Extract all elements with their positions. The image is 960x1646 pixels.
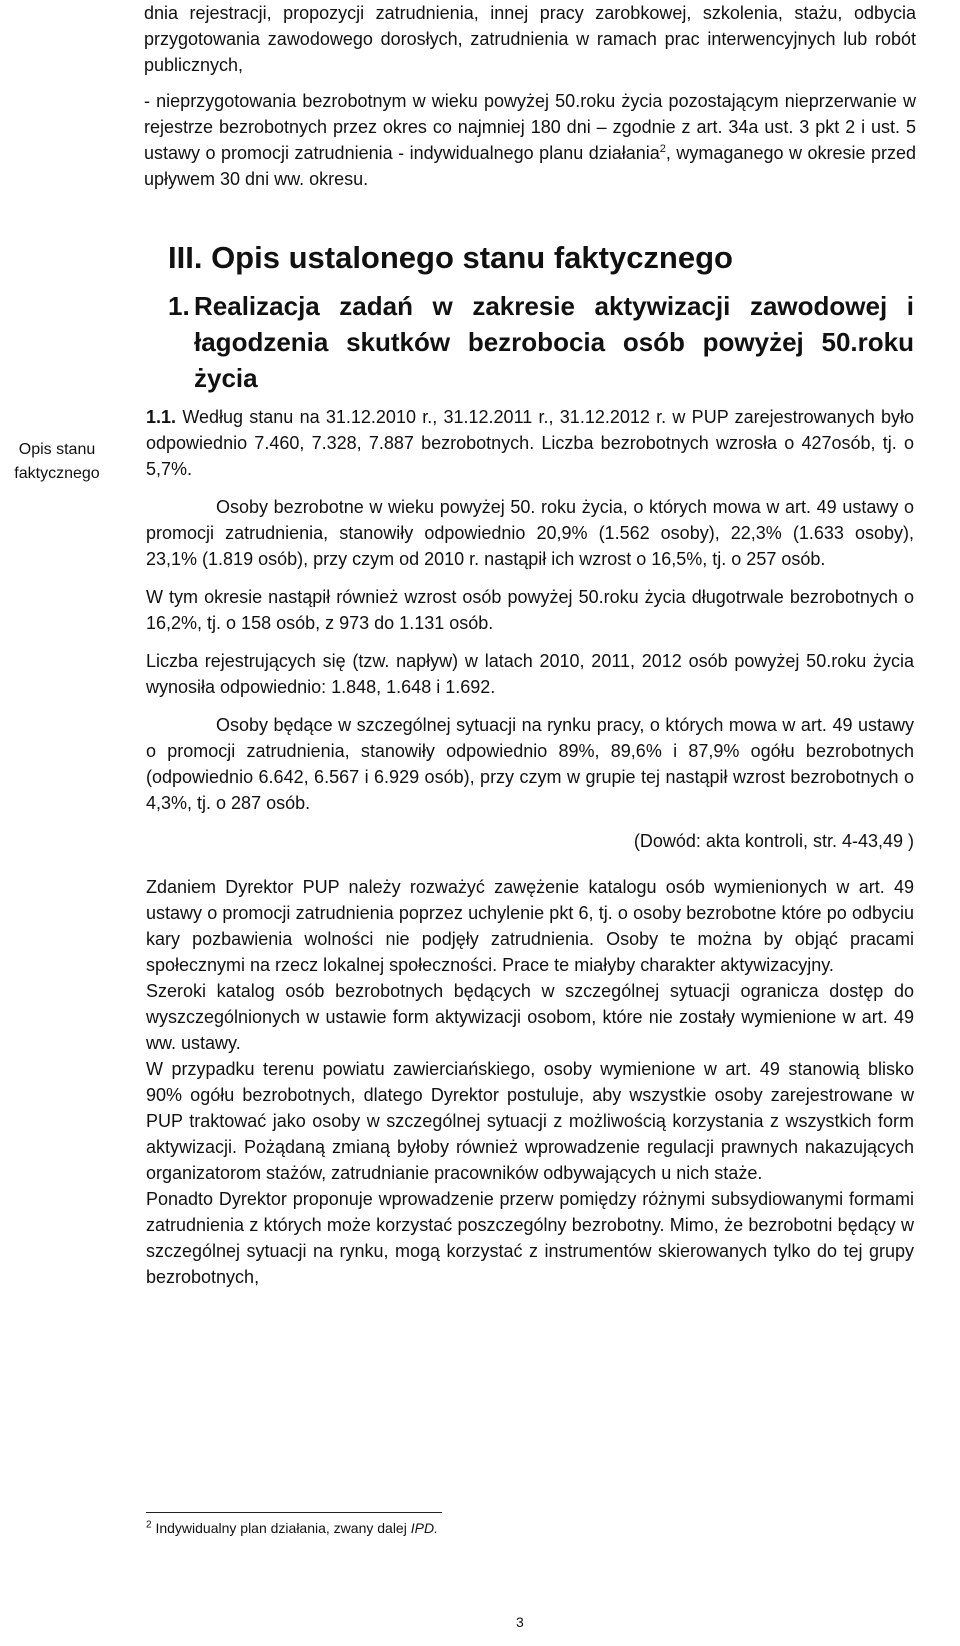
- intro-p2-tail: , wymaganego w okresie przed upływem 30 dni ww. okresu.: [144, 143, 917, 189]
- footnote: [146, 1518, 438, 1538]
- subsection-heading: [168, 288, 914, 396]
- paragraph-1-1-text: Według stanu na 31.12.2010 r., 31.12.2011 r., 31.12.2012 r. w PUP zarejestrowanych było odpowiednio 7.460, 7.328, 7.887 bezrobotnych. Liczba bezrobotnych wzrosła o 427osób, tj. o 5,7%.: [146, 407, 914, 479]
- subsection-number: 1.: [168, 291, 190, 321]
- paragraph-1-1: [146, 404, 914, 482]
- page-number: 3: [516, 1614, 524, 1630]
- section-heading: III. Opis ustalonego stanu faktycznego: [168, 240, 733, 275]
- intro-paragraph-2: [144, 88, 916, 192]
- footnote-text: Indywidualny plan działania, zwany dalej: [155, 1520, 411, 1536]
- paragraph-director-opinion: Zdaniem Dyrektor PUP należy rozważyć zawężenie katalogu osób wymienionych w art. 49 ustawy o promocji zatrudnienia poprzez uchylenie pkt 6, tj. o osoby bezrobotne które po odbyciu kary pozbawienia wolności nie podjęły zatrudnienia. Osoby te można by objąć pracami społecznymi na rzecz lokalnej społeczności. Prace te miałyby charakter aktywizacyjny.: [146, 877, 914, 975]
- margin-label: Opis stanu faktycznego: [14, 441, 100, 482]
- paragraph-broad-catalog: Szeroki katalog osób bezrobotnych będących w szczególnej sytuacji ogranicza dostęp do wyszczególnionych w ustawie form aktywizacji osobom, które nie zostały wymienione w art. 49 ww. ustawy.: [146, 981, 914, 1053]
- paragraph-over-50: Osoby bezrobotne w wieku powyżej 50. roku życia, o których mowa w art. 49 ustawy o promocji zatrudnienia, stanowiły odpowiednio 20,9% (1.562 osoby), 22,3% (1.633 osoby), 23,1% (1.819 osób), przy czym od 2010 r. nastąpił ich wzrost o 16,5%, tj. o 257 osób.: [146, 497, 914, 569]
- paragraph-number: 1.1.: [146, 407, 177, 427]
- intro-p2-text: - nieprzygotowania bezrobotnym w wieku powyżej 50.roku życia pozostającym nieprzerwanie w rejestrze bezrobotnych przez okres co najmniej 180 dni – zgodnie z art. 34a ust. 3 pkt 2 i ust. 5 ustawy o promocji zatrudnienia - indywidualnego planu działania: [144, 91, 916, 163]
- intro-paragraph-1: dnia rejestracji, propozycji zatrudnienia, innej pracy zarobkowej, szkolenia, stażu, odbycia przygotowania zawodowego dorosłych, zatrudnienia w ramach prac interwencyjnych lub robót publicznych,: [144, 3, 916, 75]
- paragraph-long-term: W tym okresie nastąpił również wzrost osób powyżej 50.roku życia długotrwale bezrobotnych o 16,2%, tj. o 158 osób, z 973 do 1.131 osób.: [146, 587, 914, 633]
- footnote-abbreviation: IPD.: [410, 1520, 438, 1536]
- evidence-reference: (Dowód: akta kontroli, str. 4-43,49 ): [633, 831, 914, 851]
- paragraph-inflow: Liczba rejestrujących się (tzw. napływ) w latach 2010, 2011, 2012 osób powyżej 50.roku życia wynosiła odpowiednio: 1.848, 1.648 i 1.692.: [146, 651, 914, 697]
- paragraph-breaks-proposal: Ponadto Dyrektor proponuje wprowadzenie przerw pomiędzy różnymi subsydiowanymi formami zatrudnienia z których może korzystać poszczególny bezrobotny. Mimo, że bezrobotni będący w szczególnej sytuacji na rynku, mogą korzystać z instrumentów skierowanych tylko do tej grupy bezrobotnych,: [146, 1189, 914, 1287]
- subsection-title: Realizacja zadań w zakresie aktywizacji zawodowej i łagodzenia skutków bezrobocia osób powyżej 50.roku życia: [194, 291, 914, 393]
- paragraph-zawiercie: W przypadku terenu powiatu zawierciańskiego, osoby wymienione w art. 49 stanowią blisko 90% ogółu bezrobotnych, dlatego Dyrektor postuluje, aby wszystkie osoby zarejestrowane w PUP traktować jako osoby w szczególnej sytuacji z możliwością korzystania z wszystkich form aktywizacji. Pożądaną zmianą byłoby również wprowadzenie regulacji prawnych nakazujących organizatorom stażów, zatrudnianie pracowników odbywających u nich staże.: [146, 1059, 914, 1183]
- main-content: [146, 238, 914, 1290]
- footnote-reference[interactable]: 2: [659, 143, 666, 155]
- intro-text: [144, 0, 916, 192]
- paragraph-special-situation: Osoby będące w szczególnej sytuacji na rynku pracy, o których mowa w art. 49 ustawy o promocji zatrudnienia, stanowiły odpowiednio 89%, 89,6% i 87,9% ogółu bezrobotnych (odpowiednio 6.642, 6.567 i 6.929 osób), przy czym w grupie tej nastąpił wzrost bezrobotnych o 4,3%, tj. o 287 osób.: [146, 715, 914, 813]
- footnote-divider: [146, 1512, 442, 1513]
- footnote-mark: 2: [146, 1519, 152, 1531]
